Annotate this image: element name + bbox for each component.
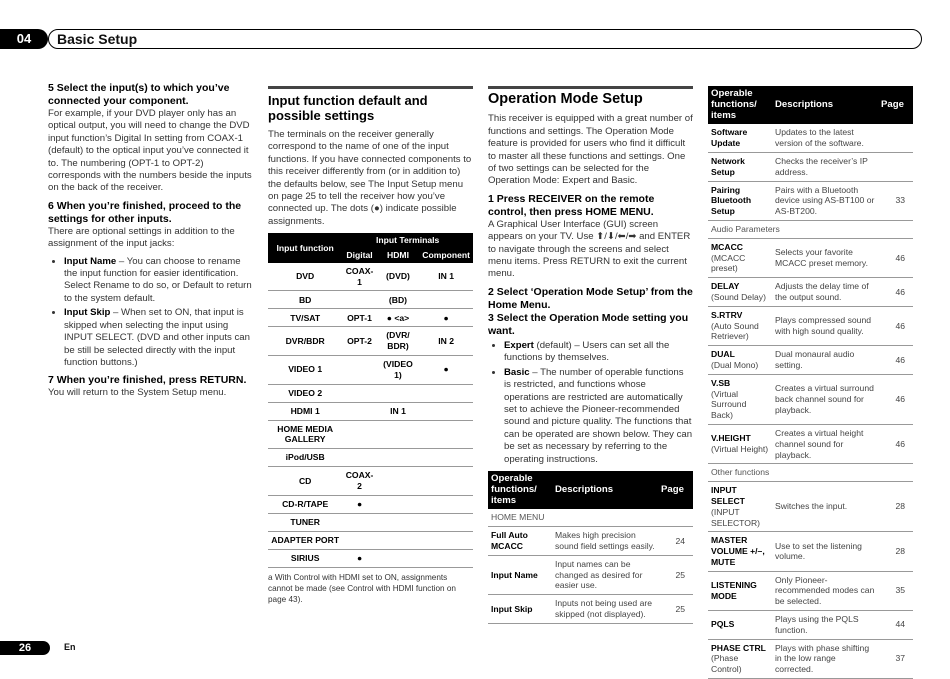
cell-page: 37	[878, 639, 913, 678]
cell-input-function: TV/SAT	[268, 309, 342, 327]
cell-component: ●	[419, 356, 473, 385]
language-code: En	[64, 642, 76, 652]
table-row	[268, 513, 473, 531]
table-row	[268, 384, 473, 402]
bullet-key: Input Skip	[64, 307, 111, 319]
cell-description: Only Pioneer-recommended modes can be selected.	[772, 571, 878, 610]
cell-function	[708, 278, 772, 307]
step-3-title: 3 Select the Operation Mode setting you want.	[488, 311, 689, 337]
cell-description: Creates a virtual surround back channel sound for playback.	[772, 374, 878, 424]
table-row	[268, 309, 473, 327]
cell-function	[708, 424, 772, 463]
bullet-text: – You can choose to rename the input function for easier identification. Select Rename to do so, or Default to return to the system default.	[64, 255, 252, 304]
page-number: 26	[0, 641, 50, 655]
table-row	[268, 420, 473, 449]
th-component: Component	[419, 248, 473, 263]
th-page: Page	[878, 86, 913, 124]
table-row	[268, 495, 473, 513]
table-row	[708, 306, 913, 345]
th-digital: Digital	[342, 248, 376, 263]
cell-digital: COAX-1	[342, 263, 376, 291]
chapter-number: 04	[0, 29, 48, 49]
th-functions: Operable functions/ items	[708, 86, 772, 124]
bullet-text: – The number of operable functions is restricted, and functions whose operations are restricted are automatically set to achieve the Pioneer-recommended sound and picture quality. The functions that can be operated are shown below. They can be set as necessary by referring to the operating instructions.	[504, 366, 693, 465]
table-row	[708, 611, 913, 640]
list-item	[64, 307, 255, 369]
cell-hdmi: (DVD)	[377, 263, 420, 291]
function-name: V.SB	[711, 377, 731, 388]
function-name: LISTENING MODE	[711, 580, 757, 601]
cell-page: 46	[878, 346, 913, 375]
cell-component	[419, 467, 473, 496]
cell-function	[708, 611, 772, 640]
list-item	[504, 340, 693, 365]
table-row	[708, 532, 913, 571]
cell-input-function: VIDEO 2	[268, 384, 342, 402]
cell-description: Adjusts the delay time of the output sound.	[772, 278, 878, 307]
function-sub: (Phase Control)	[711, 653, 742, 675]
cell-page: 35	[878, 571, 913, 610]
column-operable-functions	[708, 86, 913, 679]
cell-description: Use to set the listening volume.	[772, 532, 878, 571]
cell-description: Checks the receiver’s IP address.	[772, 152, 878, 181]
cell-component: ●	[419, 309, 473, 327]
table-section-row	[708, 464, 913, 482]
cell-component	[419, 402, 473, 420]
function-sub: (Virtual Surround Back)	[711, 388, 747, 421]
cell-page: 46	[878, 374, 913, 424]
table-row	[708, 482, 913, 532]
cell-hdmi: (DVR/ BDR)	[377, 327, 420, 356]
step-7-text: You will return to the System Setup menu.	[48, 387, 227, 399]
cell-page: 28	[878, 482, 913, 532]
list-item	[64, 256, 255, 306]
section-title: Operation Mode Setup	[488, 86, 693, 105]
cell-input-function: CD-R/TAPE	[268, 495, 342, 513]
cell-page: 46	[878, 238, 913, 277]
cell-hdmi: ● <a>	[377, 309, 420, 327]
cell-description: Input names can be changed as desired for easier use.	[552, 555, 658, 594]
cell-component	[419, 384, 473, 402]
table-row	[268, 402, 473, 420]
operable-functions-table-2	[708, 86, 913, 679]
cell-description: Plays compressed sound with high sound quality.	[772, 306, 878, 345]
cell-digital: COAX-2	[342, 467, 376, 496]
function-name: Input Name	[491, 569, 538, 580]
cell-digital	[342, 384, 376, 402]
cell-description: Inputs not being used are skipped (not displayed).	[552, 595, 658, 624]
function-sub: (INPUT SELECTOR)	[711, 506, 761, 528]
cell-digital	[342, 513, 376, 531]
cell-function	[708, 374, 772, 424]
cell-page: 25	[658, 555, 693, 594]
cell-hdmi	[377, 449, 420, 467]
cell-input-function: TUNER	[268, 513, 342, 531]
cell-digital: OPT-1	[342, 309, 376, 327]
cell-page: 25	[658, 595, 693, 624]
section-label: Other functions	[708, 464, 913, 482]
footnote: a With Control with HDMI set to ON, assignments cannot be made (see Control with HDMI function on page 43).	[268, 572, 456, 604]
function-sub: (MCACC preset)	[711, 252, 746, 274]
section-label: HOME MENU	[488, 509, 693, 526]
cell-page: 46	[878, 278, 913, 307]
function-name: INPUT SELECT	[711, 485, 745, 506]
column-input-functions	[268, 86, 473, 605]
cell-hdmi: IN 1	[377, 402, 420, 420]
table-row	[488, 527, 693, 556]
function-name: Pairing Bluetooth Setup	[711, 184, 752, 217]
cell-hdmi	[377, 531, 420, 549]
cell-hdmi	[377, 495, 420, 513]
function-sub: (Auto Sound Retriever)	[711, 320, 759, 342]
cell-function	[488, 595, 552, 624]
step-5-title: 5 Select the input(s) to which you’ve connected your component.	[48, 82, 230, 107]
bullet-text: – When set to ON, that input is skipped when selecting the input using INPUT SELECT. (DVD and other inputs can be still be selected directly with the input function buttons.)	[64, 307, 250, 368]
table-row	[268, 291, 473, 309]
bullet-key: Expert	[504, 339, 534, 351]
table-row	[708, 571, 913, 610]
cell-input-function: ADAPTER PORT	[268, 531, 342, 549]
cell-page: 24	[658, 527, 693, 556]
cell-input-function: BD	[268, 291, 342, 309]
cell-description: Plays with phase shifting in the low range corrected.	[772, 639, 878, 678]
cell-hdmi	[377, 513, 420, 531]
column-steps	[48, 82, 255, 405]
section-title: Input function default and possible settings	[268, 86, 473, 123]
table-row	[488, 595, 693, 624]
cell-hdmi	[377, 420, 420, 449]
th-page: Page	[658, 471, 693, 509]
cell-page	[878, 124, 913, 152]
table-row	[708, 181, 913, 220]
cell-component: IN 1	[419, 263, 473, 291]
function-name: MASTER VOLUME +/–, MUTE	[711, 535, 765, 567]
function-sub: (Dual Mono)	[711, 359, 759, 370]
cell-function	[708, 482, 772, 532]
table-row	[268, 327, 473, 356]
cell-description: Dual monaural audio setting.	[772, 346, 878, 375]
function-name: Software Update	[711, 127, 748, 149]
function-name: S.RTRV	[711, 309, 743, 320]
cell-digital	[342, 356, 376, 385]
step-2-title: 2 Select ‘Operation Mode Setup’ from the Home Menu.	[488, 285, 693, 311]
table-row	[708, 278, 913, 307]
cell-digital	[342, 420, 376, 449]
cell-function	[708, 346, 772, 375]
cell-page: 44	[878, 611, 913, 640]
function-name: V.HEIGHT	[711, 433, 751, 444]
cell-page: 28	[878, 532, 913, 571]
table-row	[268, 356, 473, 385]
step-7-title: 7 When you’re finished, press RETURN.	[48, 374, 247, 387]
table-row	[268, 263, 473, 291]
section-label: Audio Parameters	[708, 220, 913, 238]
cell-page: 46	[878, 306, 913, 345]
table-row	[708, 424, 913, 463]
bullet-text: (default) – Users can set all the functions by themselves.	[504, 339, 670, 364]
cell-description: Selects your favorite MCACC preset memory.	[772, 238, 878, 277]
cell-component	[419, 495, 473, 513]
function-name: DELAY	[711, 281, 740, 292]
cell-component: IN 2	[419, 327, 473, 356]
cell-input-function: CD	[268, 467, 342, 496]
cell-hdmi	[377, 384, 420, 402]
column-operation-mode	[488, 86, 693, 624]
cell-description: Creates a virtual height channel sound for playback.	[772, 424, 878, 463]
cell-description: Pairs with a Bluetooth device using AS-BT100 or AS-BT200.	[772, 181, 878, 220]
function-name: PHASE CTRL	[711, 642, 766, 653]
cell-component	[419, 513, 473, 531]
function-sub: (Virtual Height)	[711, 444, 769, 455]
cell-component	[419, 549, 473, 567]
table-row	[268, 531, 473, 549]
cell-hdmi: (BD)	[377, 291, 420, 309]
th-hdmi: HDMI	[377, 248, 420, 263]
table-row	[268, 549, 473, 567]
cell-input-function: DVD	[268, 263, 342, 291]
cell-input-function: DVR/BDR	[268, 327, 342, 356]
cell-description: Switches the input.	[772, 482, 878, 532]
function-name: Full Auto MCACC	[491, 530, 528, 551]
step-6-title: 6 When you’re finished, proceed to the settings for other inputs.	[48, 199, 242, 225]
list-item	[504, 367, 693, 466]
table-row	[268, 467, 473, 496]
table-section-row	[488, 509, 693, 526]
cell-function	[708, 152, 772, 181]
cell-input-function: iPod/USB	[268, 449, 342, 467]
cell-digital: ●	[342, 495, 376, 513]
th-descriptions: Descriptions	[552, 471, 658, 509]
cell-component	[419, 531, 473, 549]
cell-component	[419, 420, 473, 449]
cell-function	[708, 124, 772, 152]
input-function-table	[268, 233, 473, 568]
th-descriptions: Descriptions	[772, 86, 878, 124]
cell-input-function: HOME MEDIA GALLERY	[268, 420, 342, 449]
table-row	[708, 346, 913, 375]
cell-digital: ●	[342, 549, 376, 567]
function-name: PQLS	[711, 619, 735, 630]
cell-component	[419, 291, 473, 309]
cell-page	[878, 152, 913, 181]
page-header	[0, 29, 950, 51]
cell-hdmi	[377, 549, 420, 567]
chapter-title: Basic Setup	[48, 29, 922, 49]
cell-hdmi: (VIDEO 1)	[377, 356, 420, 385]
th-input-function: Input function	[268, 233, 342, 263]
step-5-text: For example, if your DVD player only has an optical output, you will need to change the DVD input function’s Digital In setting from COAX-1 (default) to the optical input you’ve connected it to. The numbering (OPT-1 to OPT-2) corresponds with the numbers beside the inputs on the back of the receiver.	[48, 108, 252, 194]
cell-function	[708, 571, 772, 610]
th-input-terminals: Input Terminals	[342, 233, 473, 248]
cell-page: 46	[878, 424, 913, 463]
bullet-key: Input Name	[64, 255, 117, 267]
cell-digital	[342, 402, 376, 420]
cell-component	[419, 449, 473, 467]
step-1-title: 1 Press RECEIVER on the remote control, then press HOME MENU.	[488, 192, 655, 218]
cell-function	[708, 306, 772, 345]
cell-digital	[342, 449, 376, 467]
function-name: Input Skip	[491, 603, 533, 614]
table-row	[708, 374, 913, 424]
function-sub: (Sound Delay)	[711, 291, 766, 302]
cell-page: 33	[878, 181, 913, 220]
table-row	[708, 124, 913, 152]
operable-functions-table-1	[488, 471, 693, 624]
cell-function	[708, 181, 772, 220]
cell-hdmi	[377, 467, 420, 496]
bullet-key: Basic	[504, 366, 530, 378]
cell-function	[708, 238, 772, 277]
cell-input-function: SIRIUS	[268, 549, 342, 567]
table-row	[708, 152, 913, 181]
cell-input-function: HDMI 1	[268, 402, 342, 420]
function-name: DUAL	[711, 349, 735, 360]
table-row	[488, 555, 693, 594]
section-intro: The terminals on the receiver generally correspond to the name of one of the input functions. If you have connected components to this receiver differently from (or in addition to) the defaults below, see The Input Setup menu on page 25 to tell the receiver how you’ve connected up. The dots (●) indicate possible assignments.	[268, 129, 472, 227]
mode-list	[488, 340, 693, 466]
cell-digital: OPT-2	[342, 327, 376, 356]
cell-input-function: VIDEO 1	[268, 356, 342, 385]
function-name: MCACC	[711, 241, 743, 252]
cell-digital	[342, 291, 376, 309]
section-intro: This receiver is equipped with a great number of functions and settings. The Operation Mode feature is provided for users who find it difficult to master all these functions and settings. One of two settings can be selected for the Operation Mode: Expert and Basic.	[488, 113, 693, 187]
table-section-row	[708, 220, 913, 238]
th-functions: Operable functions/ items	[488, 471, 552, 509]
cell-description: Updates to the latest version of the software.	[772, 124, 878, 152]
table-row	[268, 449, 473, 467]
cell-function	[708, 532, 772, 571]
function-name: Network Setup	[711, 155, 745, 177]
cell-function	[488, 527, 552, 556]
cell-description: Makes high precision sound field settings easily.	[552, 527, 658, 556]
cell-function	[488, 555, 552, 594]
table-row	[708, 238, 913, 277]
cell-description: Plays using the PQLS function.	[772, 611, 878, 640]
step-1-text: A Graphical User Interface (GUI) screen appears on your TV. Use ⬆/⬇/⬅/➡ and ENTER to navigate through the screens and select menu items. Press RETURN to exit the current menu.	[488, 218, 691, 280]
optional-settings-list	[48, 256, 255, 370]
cell-digital	[342, 531, 376, 549]
step-6-text: There are optional settings in addition to the assignment of the input jacks:	[48, 225, 235, 250]
